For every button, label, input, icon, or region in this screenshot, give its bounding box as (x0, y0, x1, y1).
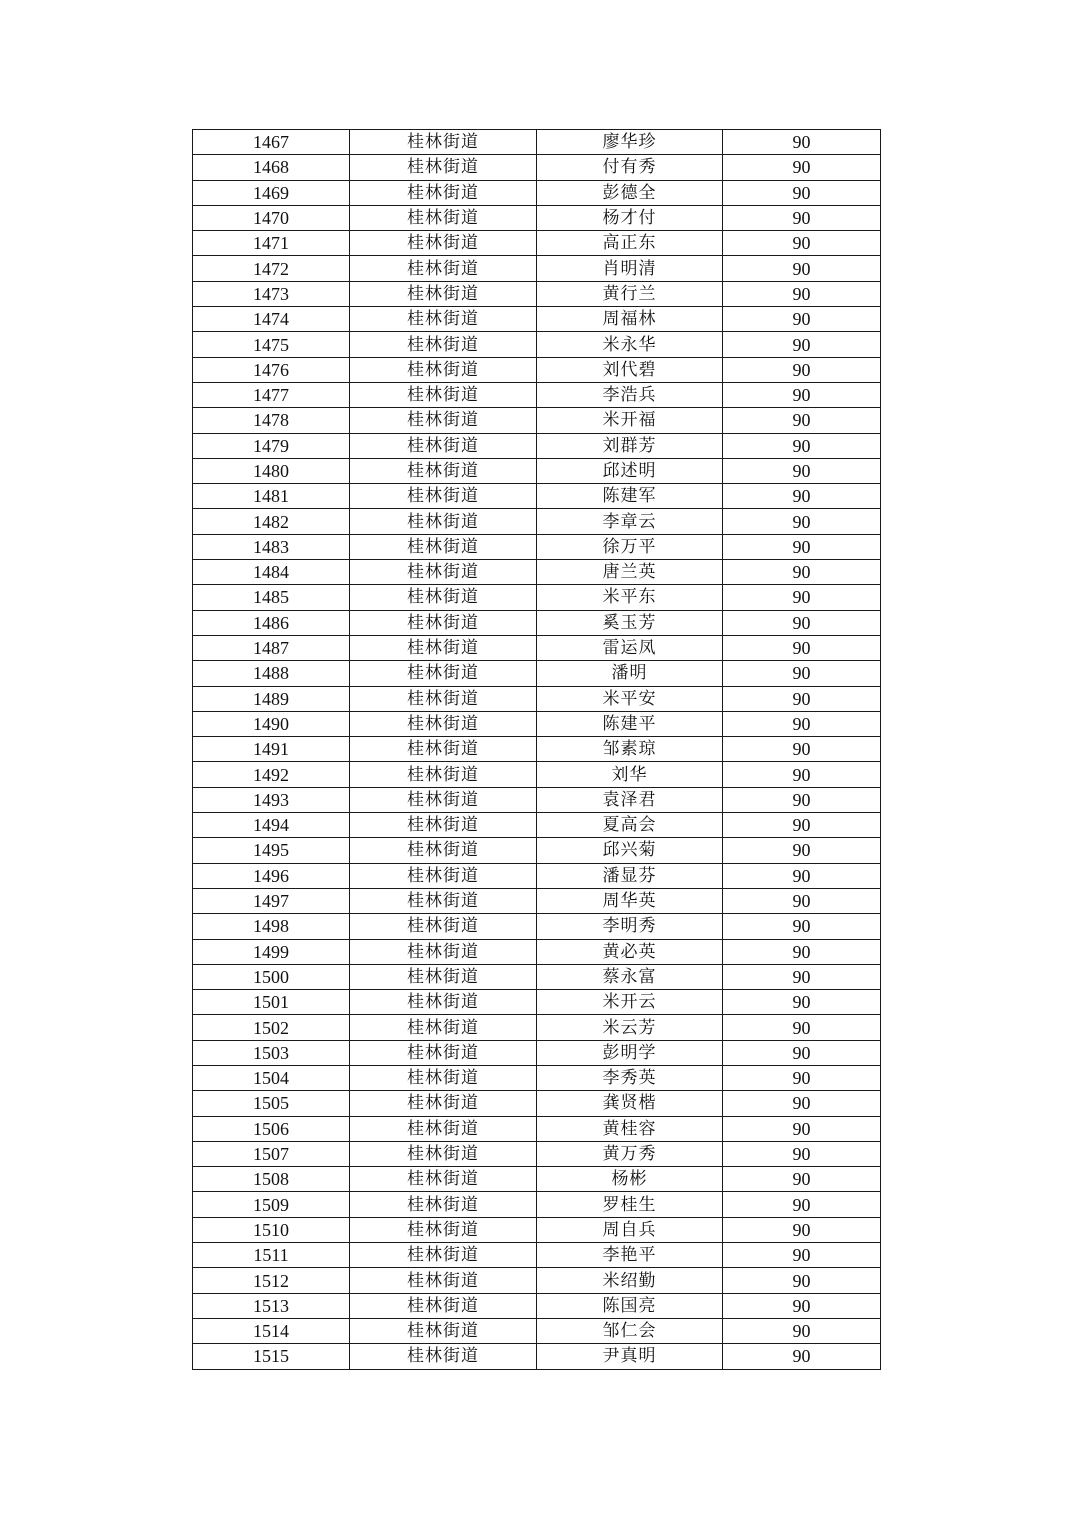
cell-number: 1479 (193, 433, 350, 458)
table-row (193, 1344, 881, 1369)
cell-street: 桂林街道 (350, 686, 537, 711)
table-row (193, 1192, 881, 1217)
cell-number: 1512 (193, 1268, 350, 1293)
cell-amount: 90 (723, 990, 881, 1015)
cell-amount: 90 (723, 610, 881, 635)
cell-number: 1493 (193, 787, 350, 812)
cell-amount: 90 (723, 1015, 881, 1040)
table-row (193, 1015, 881, 1040)
cell-name: 徐万平 (537, 534, 723, 559)
cell-number: 1509 (193, 1192, 350, 1217)
table-row (193, 433, 881, 458)
cell-name: 刘群芳 (537, 433, 723, 458)
cell-street: 桂林街道 (350, 180, 537, 205)
cell-name: 陈国亮 (537, 1293, 723, 1318)
table-row (193, 863, 881, 888)
cell-amount: 90 (723, 307, 881, 332)
cell-amount: 90 (723, 1116, 881, 1141)
cell-street: 桂林街道 (350, 433, 537, 458)
cell-street: 桂林街道 (350, 787, 537, 812)
cell-name: 付有秀 (537, 155, 723, 180)
cell-name: 米绍勤 (537, 1268, 723, 1293)
table-row (193, 939, 881, 964)
cell-name: 米云芳 (537, 1015, 723, 1040)
cell-street: 桂林街道 (350, 534, 537, 559)
cell-amount: 90 (723, 888, 881, 913)
cell-street: 桂林街道 (350, 1318, 537, 1343)
cell-street: 桂林街道 (350, 585, 537, 610)
cell-name: 陈建平 (537, 711, 723, 736)
cell-amount: 90 (723, 1344, 881, 1369)
table-row (193, 560, 881, 585)
cell-amount: 90 (723, 408, 881, 433)
cell-number: 1508 (193, 1167, 350, 1192)
cell-amount: 90 (723, 433, 881, 458)
cell-street: 桂林街道 (350, 256, 537, 281)
table-row (193, 155, 881, 180)
cell-amount: 90 (723, 180, 881, 205)
cell-number: 1513 (193, 1293, 350, 1318)
cell-amount: 90 (723, 1192, 881, 1217)
table-row (193, 964, 881, 989)
cell-name: 米开福 (537, 408, 723, 433)
table-row (193, 256, 881, 281)
cell-number: 1481 (193, 484, 350, 509)
cell-name: 罗桂生 (537, 1192, 723, 1217)
table-row (193, 661, 881, 686)
cell-name: 龚贤楷 (537, 1091, 723, 1116)
cell-number: 1510 (193, 1217, 350, 1242)
cell-street: 桂林街道 (350, 560, 537, 585)
cell-number: 1498 (193, 914, 350, 939)
cell-street: 桂林街道 (350, 762, 537, 787)
cell-name: 周福林 (537, 307, 723, 332)
cell-name: 肖明清 (537, 256, 723, 281)
cell-street: 桂林街道 (350, 1015, 537, 1040)
cell-street: 桂林街道 (350, 1040, 537, 1065)
cell-street: 桂林街道 (350, 458, 537, 483)
cell-name: 蔡永富 (537, 964, 723, 989)
cell-amount: 90 (723, 762, 881, 787)
cell-street: 桂林街道 (350, 332, 537, 357)
cell-street: 桂林街道 (350, 281, 537, 306)
cell-street: 桂林街道 (350, 635, 537, 660)
cell-name: 唐兰英 (537, 560, 723, 585)
cell-number: 1511 (193, 1243, 350, 1268)
table-row (193, 737, 881, 762)
cell-amount: 90 (723, 686, 881, 711)
cell-street: 桂林街道 (350, 484, 537, 509)
cell-amount: 90 (723, 1217, 881, 1242)
cell-number: 1515 (193, 1344, 350, 1369)
cell-amount: 90 (723, 1243, 881, 1268)
table-row (193, 1268, 881, 1293)
table-row (193, 307, 881, 332)
cell-number: 1500 (193, 964, 350, 989)
cell-name: 潘显芬 (537, 863, 723, 888)
cell-name: 刘代碧 (537, 357, 723, 382)
cell-name: 雷运凤 (537, 635, 723, 660)
cell-amount: 90 (723, 711, 881, 736)
cell-amount: 90 (723, 130, 881, 155)
cell-number: 1474 (193, 307, 350, 332)
cell-amount: 90 (723, 737, 881, 762)
cell-number: 1494 (193, 813, 350, 838)
cell-name: 李浩兵 (537, 382, 723, 407)
cell-number: 1499 (193, 939, 350, 964)
cell-name: 高正东 (537, 231, 723, 256)
cell-amount: 90 (723, 357, 881, 382)
table-row (193, 484, 881, 509)
cell-number: 1488 (193, 661, 350, 686)
table-row (193, 585, 881, 610)
cell-number: 1497 (193, 888, 350, 913)
cell-street: 桂林街道 (350, 661, 537, 686)
cell-number: 1482 (193, 509, 350, 534)
cell-street: 桂林街道 (350, 1116, 537, 1141)
table-row (193, 130, 881, 155)
cell-name: 邱述明 (537, 458, 723, 483)
cell-street: 桂林街道 (350, 205, 537, 230)
cell-name: 杨彬 (537, 1167, 723, 1192)
cell-street: 桂林街道 (350, 1217, 537, 1242)
cell-number: 1490 (193, 711, 350, 736)
cell-street: 桂林街道 (350, 939, 537, 964)
table-row (193, 332, 881, 357)
cell-number: 1480 (193, 458, 350, 483)
cell-amount: 90 (723, 1040, 881, 1065)
cell-number: 1496 (193, 863, 350, 888)
table-row (193, 357, 881, 382)
table-row (193, 509, 881, 534)
cell-street: 桂林街道 (350, 863, 537, 888)
cell-name: 周华英 (537, 888, 723, 913)
cell-amount: 90 (723, 635, 881, 660)
cell-street: 桂林街道 (350, 307, 537, 332)
cell-amount: 90 (723, 1318, 881, 1343)
cell-amount: 90 (723, 1167, 881, 1192)
cell-street: 桂林街道 (350, 1065, 537, 1090)
cell-street: 桂林街道 (350, 231, 537, 256)
cell-number: 1489 (193, 686, 350, 711)
table-row (193, 382, 881, 407)
cell-street: 桂林街道 (350, 1243, 537, 1268)
cell-name: 米平安 (537, 686, 723, 711)
cell-name: 李明秀 (537, 914, 723, 939)
cell-amount: 90 (723, 1091, 881, 1116)
cell-amount: 90 (723, 863, 881, 888)
cell-amount: 90 (723, 534, 881, 559)
cell-amount: 90 (723, 813, 881, 838)
table-row (193, 408, 881, 433)
cell-amount: 90 (723, 585, 881, 610)
cell-amount: 90 (723, 560, 881, 585)
cell-number: 1487 (193, 635, 350, 660)
cell-number: 1491 (193, 737, 350, 762)
cell-street: 桂林街道 (350, 610, 537, 635)
cell-name: 陈建军 (537, 484, 723, 509)
cell-name: 邹素琼 (537, 737, 723, 762)
cell-number: 1507 (193, 1141, 350, 1166)
cell-number: 1504 (193, 1065, 350, 1090)
table-row (193, 1091, 881, 1116)
cell-amount: 90 (723, 1065, 881, 1090)
cell-number: 1506 (193, 1116, 350, 1141)
cell-street: 桂林街道 (350, 914, 537, 939)
cell-name: 尹真明 (537, 1344, 723, 1369)
cell-street: 桂林街道 (350, 130, 537, 155)
cell-street: 桂林街道 (350, 838, 537, 863)
cell-name: 黄必英 (537, 939, 723, 964)
table-row (193, 534, 881, 559)
cell-street: 桂林街道 (350, 737, 537, 762)
table-row (193, 1116, 881, 1141)
cell-amount: 90 (723, 939, 881, 964)
cell-street: 桂林街道 (350, 382, 537, 407)
table-row (193, 231, 881, 256)
cell-name: 黄桂容 (537, 1116, 723, 1141)
table-row (193, 205, 881, 230)
table-row (193, 990, 881, 1015)
cell-street: 桂林街道 (350, 888, 537, 913)
cell-number: 1468 (193, 155, 350, 180)
cell-number: 1483 (193, 534, 350, 559)
table-row (193, 281, 881, 306)
cell-name: 周自兵 (537, 1217, 723, 1242)
table-row (193, 1243, 881, 1268)
table-row (193, 787, 881, 812)
cell-name: 李艳平 (537, 1243, 723, 1268)
table-row (193, 686, 881, 711)
cell-amount: 90 (723, 205, 881, 230)
cell-street: 桂林街道 (350, 1167, 537, 1192)
cell-name: 彭明学 (537, 1040, 723, 1065)
cell-number: 1492 (193, 762, 350, 787)
table-row (193, 1318, 881, 1343)
cell-street: 桂林街道 (350, 1091, 537, 1116)
table-row (193, 180, 881, 205)
cell-street: 桂林街道 (350, 1293, 537, 1318)
cell-number: 1475 (193, 332, 350, 357)
table-row (193, 1065, 881, 1090)
cell-street: 桂林街道 (350, 990, 537, 1015)
cell-amount: 90 (723, 1293, 881, 1318)
cell-name: 杨才付 (537, 205, 723, 230)
cell-number: 1470 (193, 205, 350, 230)
cell-number: 1469 (193, 180, 350, 205)
cell-amount: 90 (723, 964, 881, 989)
cell-street: 桂林街道 (350, 711, 537, 736)
cell-street: 桂林街道 (350, 357, 537, 382)
table-row (193, 762, 881, 787)
cell-amount: 90 (723, 1141, 881, 1166)
cell-name: 米永华 (537, 332, 723, 357)
cell-amount: 90 (723, 458, 881, 483)
cell-amount: 90 (723, 1268, 881, 1293)
cell-amount: 90 (723, 281, 881, 306)
cell-number: 1514 (193, 1318, 350, 1343)
cell-street: 桂林街道 (350, 1141, 537, 1166)
cell-street: 桂林街道 (350, 155, 537, 180)
cell-name: 米开云 (537, 990, 723, 1015)
cell-name: 夏高会 (537, 813, 723, 838)
table-row (193, 1217, 881, 1242)
cell-amount: 90 (723, 509, 881, 534)
cell-number: 1485 (193, 585, 350, 610)
table-row (193, 1040, 881, 1065)
cell-amount: 90 (723, 332, 881, 357)
cell-number: 1473 (193, 281, 350, 306)
table-row (193, 838, 881, 863)
cell-name: 刘华 (537, 762, 723, 787)
cell-street: 桂林街道 (350, 1268, 537, 1293)
cell-number: 1502 (193, 1015, 350, 1040)
cell-number: 1484 (193, 560, 350, 585)
cell-street: 桂林街道 (350, 964, 537, 989)
cell-name: 邱兴菊 (537, 838, 723, 863)
roster-table (192, 129, 881, 1370)
cell-number: 1476 (193, 357, 350, 382)
cell-amount: 90 (723, 382, 881, 407)
roster-table-body (193, 130, 881, 1370)
cell-name: 潘明 (537, 661, 723, 686)
cell-street: 桂林街道 (350, 408, 537, 433)
cell-amount: 90 (723, 838, 881, 863)
cell-name: 奚玉芳 (537, 610, 723, 635)
cell-name: 米平东 (537, 585, 723, 610)
table-row (193, 635, 881, 660)
cell-number: 1478 (193, 408, 350, 433)
table-row (193, 1293, 881, 1318)
cell-number: 1495 (193, 838, 350, 863)
cell-name: 彭德全 (537, 180, 723, 205)
table-row (193, 1167, 881, 1192)
cell-name: 袁泽君 (537, 787, 723, 812)
cell-number: 1477 (193, 382, 350, 407)
cell-amount: 90 (723, 914, 881, 939)
cell-amount: 90 (723, 231, 881, 256)
cell-amount: 90 (723, 484, 881, 509)
cell-number: 1472 (193, 256, 350, 281)
cell-name: 李秀英 (537, 1065, 723, 1090)
cell-name: 黄万秀 (537, 1141, 723, 1166)
cell-number: 1467 (193, 130, 350, 155)
cell-street: 桂林街道 (350, 1344, 537, 1369)
cell-name: 黄行兰 (537, 281, 723, 306)
cell-number: 1471 (193, 231, 350, 256)
cell-amount: 90 (723, 661, 881, 686)
table-row (193, 1141, 881, 1166)
table-row (193, 813, 881, 838)
cell-amount: 90 (723, 256, 881, 281)
cell-number: 1486 (193, 610, 350, 635)
cell-street: 桂林街道 (350, 509, 537, 534)
table-row (193, 610, 881, 635)
cell-name: 邹仁会 (537, 1318, 723, 1343)
cell-amount: 90 (723, 155, 881, 180)
cell-name: 廖华珍 (537, 130, 723, 155)
table-row (193, 458, 881, 483)
cell-amount: 90 (723, 787, 881, 812)
cell-number: 1501 (193, 990, 350, 1015)
cell-street: 桂林街道 (350, 1192, 537, 1217)
cell-street: 桂林街道 (350, 813, 537, 838)
table-row (193, 914, 881, 939)
table-row (193, 711, 881, 736)
cell-number: 1503 (193, 1040, 350, 1065)
table-row (193, 888, 881, 913)
cell-number: 1505 (193, 1091, 350, 1116)
cell-name: 李章云 (537, 509, 723, 534)
